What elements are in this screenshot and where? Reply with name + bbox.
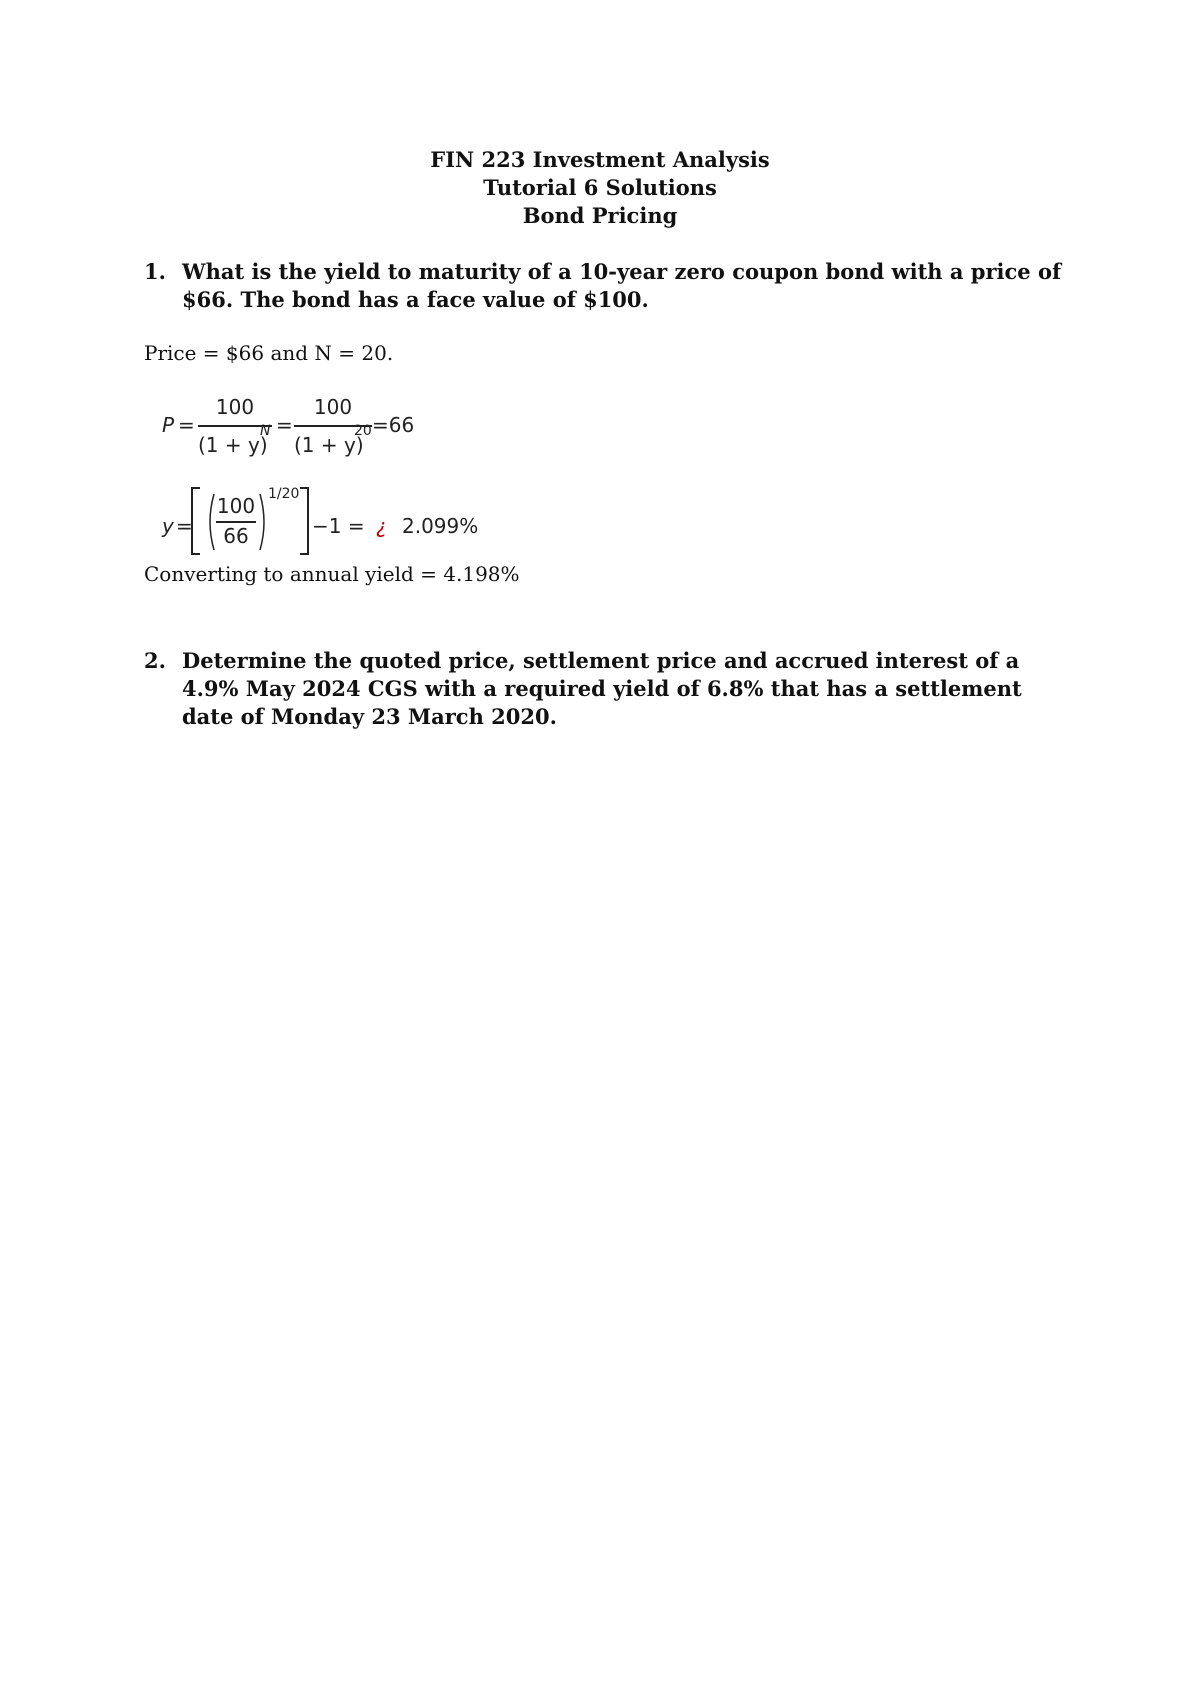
eq1-num2: 100 — [313, 395, 353, 419]
question-1-text: What is the yield to maturity of a 10-year zero coupon bond with a price of $66. The bond has a face value of $100. — [182, 259, 1061, 312]
eq1-equals: = — [178, 413, 195, 437]
document-header — [0, 146, 1200, 230]
eq2-equals: = — [176, 514, 193, 538]
eq1-fraction-2 — [294, 395, 372, 465]
annual-yield-conversion: Converting to annual yield = 4.198% — [144, 562, 520, 586]
question-2-number: 2. — [144, 648, 166, 673]
question-2 — [144, 647, 1064, 731]
eq2-den: 66 — [223, 524, 249, 548]
eq1-den2: (1 + y) — [294, 433, 364, 457]
course-title: FIN 223 Investment Analysis — [430, 147, 770, 172]
eq1-den1: (1 + y) — [198, 433, 268, 457]
eq2-lhs: y — [162, 514, 174, 538]
question-1-number: 1. — [144, 259, 166, 284]
eq1-num1: 100 — [215, 395, 255, 419]
eq2-result: 2.099% — [402, 514, 479, 538]
left-bracket — [190, 486, 202, 556]
eq1-exp1: N — [260, 423, 271, 439]
left-paren — [206, 492, 216, 552]
eq2-fraction — [216, 494, 256, 550]
price-equation — [162, 395, 442, 465]
yield-equation — [162, 486, 482, 556]
eq1-exp2: 20 — [354, 423, 372, 439]
eq1-fraction-1 — [198, 395, 272, 465]
question-1 — [144, 258, 1064, 314]
eq2-num: 100 — [216, 494, 256, 518]
eq2-bar — [216, 521, 256, 523]
eq2-minus-one: −1 = — [312, 514, 365, 538]
question-2-text: Determine the quoted price, settlement price and accrued interest of a 4.9% May 2024 CGS with a required yield of 6.8% that has a settlement date of Monday 23 March 2020. — [182, 648, 1022, 729]
right-paren — [258, 492, 268, 552]
given-values: Price = $66 and N = 20. — [144, 341, 394, 365]
eq1-lhs: P — [162, 413, 175, 437]
eq2-exponent: 1/20 — [268, 486, 300, 502]
eq2-glyph: ¿ — [376, 514, 387, 538]
eq1-rhs: =66 — [372, 413, 415, 437]
tutorial-title: Tutorial 6 Solutions — [483, 175, 717, 200]
right-bracket — [298, 486, 310, 556]
topic-title: Bond Pricing — [522, 203, 678, 228]
eq1-equals-2: = — [276, 413, 293, 437]
